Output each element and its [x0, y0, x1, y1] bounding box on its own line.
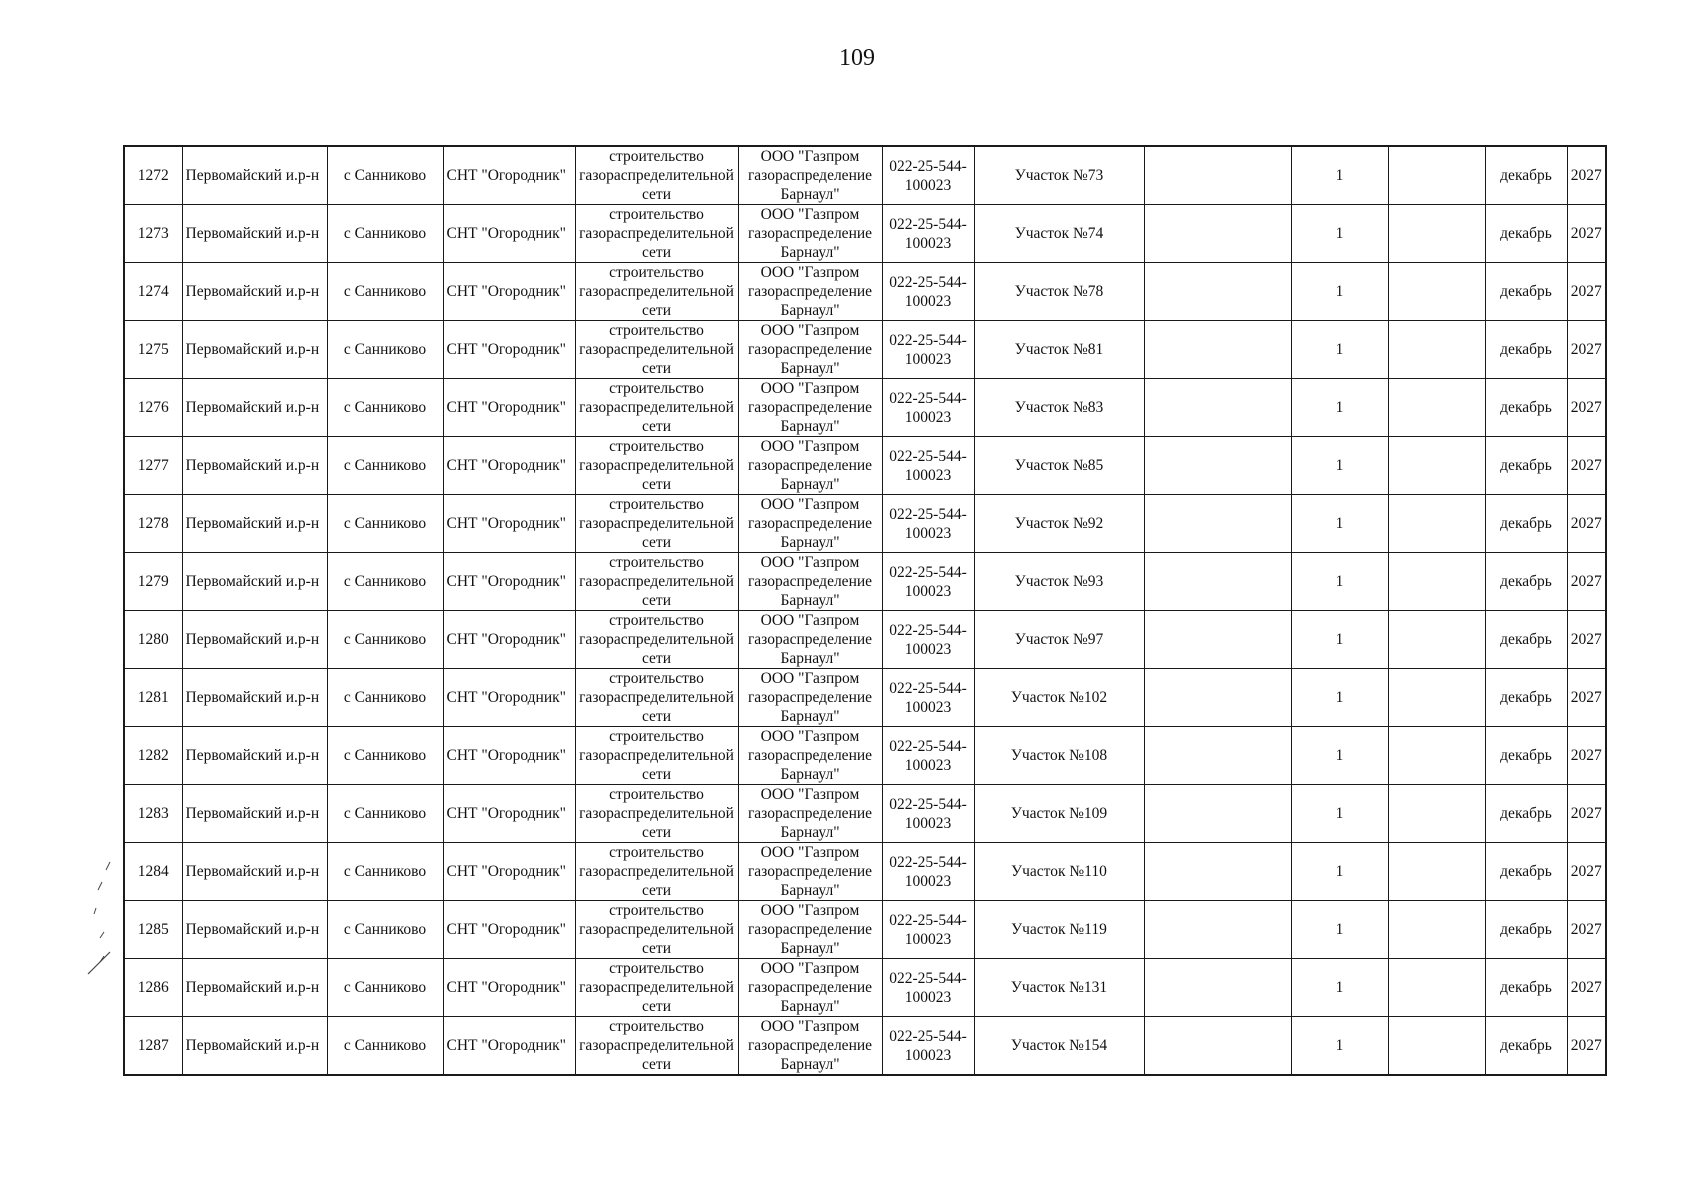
- cell-plot: Участок №83: [974, 379, 1144, 437]
- cell-work-type: строительство газораспределительной сети: [575, 843, 738, 901]
- cell-quantity: 1: [1291, 205, 1388, 263]
- table-row: [124, 727, 1606, 785]
- cell-row-number: 1280: [124, 611, 182, 669]
- cell-district: Первомайский и.р-н: [182, 611, 327, 669]
- cell-company: ООО "Газпром газораспределение Барнаул": [738, 437, 882, 495]
- cell-organization: СНТ "Огородник": [443, 321, 575, 379]
- cell-work-type: строительство газораспределительной сети: [575, 379, 738, 437]
- cell-work-type: строительство газораспределительной сети: [575, 1017, 738, 1076]
- cell-empty: [1388, 437, 1485, 495]
- cell-empty: [1388, 379, 1485, 437]
- cell-empty: [1388, 785, 1485, 843]
- table-row: [124, 263, 1606, 321]
- cell-year: 2027: [1567, 669, 1606, 727]
- cell-year: 2027: [1567, 843, 1606, 901]
- cell-year: 2027: [1567, 379, 1606, 437]
- cell-work-type: строительство газораспределительной сети: [575, 263, 738, 321]
- table-body: [124, 146, 1606, 1075]
- cell-plot: Участок №81: [974, 321, 1144, 379]
- cell-district: Первомайский и.р-н: [182, 901, 327, 959]
- cell-village: с Санниково: [327, 263, 443, 321]
- cell-company: ООО "Газпром газораспределение Барнаул": [738, 379, 882, 437]
- cell-plot: Участок №73: [974, 146, 1144, 205]
- cell-company: ООО "Газпром газораспределение Барнаул": [738, 727, 882, 785]
- cell-work-type: строительство газораспределительной сети: [575, 437, 738, 495]
- cell-code: 022-25-544-100023: [882, 437, 974, 495]
- margin-pen-marks: [86, 860, 116, 980]
- cell-work-type: строительство газораспределительной сети: [575, 727, 738, 785]
- cell-organization: СНТ "Огородник": [443, 611, 575, 669]
- cell-company: ООО "Газпром газораспределение Барнаул": [738, 611, 882, 669]
- cell-village: с Санниково: [327, 205, 443, 263]
- cell-village: с Санниково: [327, 379, 443, 437]
- cell-work-type: строительство газораспределительной сети: [575, 785, 738, 843]
- table-row: [124, 959, 1606, 1017]
- table-row: [124, 205, 1606, 263]
- cell-row-number: 1282: [124, 727, 182, 785]
- cell-village: с Санниково: [327, 843, 443, 901]
- cell-village: с Санниково: [327, 611, 443, 669]
- cell-row-number: 1284: [124, 843, 182, 901]
- cell-village: с Санниково: [327, 146, 443, 205]
- cell-organization: СНТ "Огородник": [443, 495, 575, 553]
- cell-code: 022-25-544-100023: [882, 959, 974, 1017]
- cell-empty: [1144, 901, 1291, 959]
- cell-plot: Участок №85: [974, 437, 1144, 495]
- cell-year: 2027: [1567, 901, 1606, 959]
- cell-empty: [1144, 553, 1291, 611]
- cell-row-number: 1287: [124, 1017, 182, 1076]
- cell-month: декабрь: [1485, 263, 1567, 321]
- cell-empty: [1144, 146, 1291, 205]
- cell-work-type: строительство газораспределительной сети: [575, 205, 738, 263]
- cell-quantity: 1: [1291, 146, 1388, 205]
- table-row: [124, 611, 1606, 669]
- cell-company: ООО "Газпром газораспределение Барнаул": [738, 785, 882, 843]
- cell-company: ООО "Газпром газораспределение Барнаул": [738, 553, 882, 611]
- cell-year: 2027: [1567, 263, 1606, 321]
- cell-district: Первомайский и.р-н: [182, 495, 327, 553]
- cell-empty: [1388, 611, 1485, 669]
- cell-work-type: строительство газораспределительной сети: [575, 611, 738, 669]
- cell-quantity: 1: [1291, 611, 1388, 669]
- cell-code: 022-25-544-100023: [882, 785, 974, 843]
- cell-empty: [1144, 495, 1291, 553]
- cell-empty: [1388, 321, 1485, 379]
- cell-row-number: 1273: [124, 205, 182, 263]
- cell-village: с Санниково: [327, 321, 443, 379]
- table-row: [124, 321, 1606, 379]
- cell-work-type: строительство газораспределительной сети: [575, 901, 738, 959]
- cell-organization: СНТ "Огородник": [443, 146, 575, 205]
- cell-code: 022-25-544-100023: [882, 553, 974, 611]
- cell-organization: СНТ "Огородник": [443, 959, 575, 1017]
- cell-company: ООО "Газпром газораспределение Барнаул": [738, 843, 882, 901]
- cell-quantity: 1: [1291, 843, 1388, 901]
- cell-empty: [1144, 1017, 1291, 1076]
- cell-work-type: строительство газораспределительной сети: [575, 495, 738, 553]
- cell-district: Первомайский и.р-н: [182, 959, 327, 1017]
- cell-month: декабрь: [1485, 959, 1567, 1017]
- cell-organization: СНТ "Огородник": [443, 727, 575, 785]
- cell-district: Первомайский и.р-н: [182, 205, 327, 263]
- cell-empty: [1388, 959, 1485, 1017]
- cell-quantity: 1: [1291, 379, 1388, 437]
- cell-district: Первомайский и.р-н: [182, 727, 327, 785]
- table-row: [124, 901, 1606, 959]
- cell-plot: Участок №110: [974, 843, 1144, 901]
- cell-month: декабрь: [1485, 785, 1567, 843]
- cell-plot: Участок №131: [974, 959, 1144, 1017]
- table-row: [124, 146, 1606, 205]
- cell-district: Первомайский и.р-н: [182, 263, 327, 321]
- cell-code: 022-25-544-100023: [882, 263, 974, 321]
- cell-row-number: 1279: [124, 553, 182, 611]
- cell-quantity: 1: [1291, 959, 1388, 1017]
- cell-year: 2027: [1567, 785, 1606, 843]
- cell-village: с Санниково: [327, 553, 443, 611]
- cell-quantity: 1: [1291, 495, 1388, 553]
- cell-plot: Участок №119: [974, 901, 1144, 959]
- table-row: [124, 437, 1606, 495]
- cell-village: с Санниково: [327, 1017, 443, 1076]
- cell-month: декабрь: [1485, 205, 1567, 263]
- cell-organization: СНТ "Огородник": [443, 379, 575, 437]
- cell-year: 2027: [1567, 611, 1606, 669]
- cell-district: Первомайский и.р-н: [182, 321, 327, 379]
- cell-plot: Участок №102: [974, 669, 1144, 727]
- cell-quantity: 1: [1291, 553, 1388, 611]
- cell-company: ООО "Газпром газораспределение Барнаул": [738, 901, 882, 959]
- cell-year: 2027: [1567, 959, 1606, 1017]
- cell-plot: Участок №154: [974, 1017, 1144, 1076]
- cell-village: с Санниково: [327, 901, 443, 959]
- cell-empty: [1144, 843, 1291, 901]
- cell-empty: [1388, 146, 1485, 205]
- cell-district: Первомайский и.р-н: [182, 669, 327, 727]
- cell-plot: Участок №92: [974, 495, 1144, 553]
- cell-plot: Участок №78: [974, 263, 1144, 321]
- cell-code: 022-25-544-100023: [882, 843, 974, 901]
- table-row: [124, 669, 1606, 727]
- cell-plot: Участок №109: [974, 785, 1144, 843]
- cell-row-number: 1276: [124, 379, 182, 437]
- cell-empty: [1388, 669, 1485, 727]
- table-row: [124, 843, 1606, 901]
- cell-year: 2027: [1567, 146, 1606, 205]
- cell-year: 2027: [1567, 205, 1606, 263]
- cell-plot: Участок №97: [974, 611, 1144, 669]
- cell-empty: [1388, 1017, 1485, 1076]
- cell-code: 022-25-544-100023: [882, 669, 974, 727]
- cell-year: 2027: [1567, 321, 1606, 379]
- cell-village: с Санниково: [327, 669, 443, 727]
- cell-row-number: 1272: [124, 146, 182, 205]
- cell-work-type: строительство газораспределительной сети: [575, 321, 738, 379]
- cell-district: Первомайский и.р-н: [182, 843, 327, 901]
- cell-row-number: 1285: [124, 901, 182, 959]
- cell-empty: [1144, 263, 1291, 321]
- table-row: [124, 785, 1606, 843]
- cell-work-type: строительство газораспределительной сети: [575, 553, 738, 611]
- cell-code: 022-25-544-100023: [882, 379, 974, 437]
- cell-month: декабрь: [1485, 379, 1567, 437]
- cell-company: ООО "Газпром газораспределение Барнаул": [738, 205, 882, 263]
- cell-organization: СНТ "Огородник": [443, 843, 575, 901]
- cell-empty: [1388, 727, 1485, 785]
- cell-row-number: 1278: [124, 495, 182, 553]
- cell-year: 2027: [1567, 437, 1606, 495]
- cell-work-type: строительство газораспределительной сети: [575, 146, 738, 205]
- cell-code: 022-25-544-100023: [882, 1017, 974, 1076]
- cell-empty: [1144, 669, 1291, 727]
- cell-code: 022-25-544-100023: [882, 146, 974, 205]
- cell-year: 2027: [1567, 1017, 1606, 1076]
- cell-company: ООО "Газпром газораспределение Барнаул": [738, 669, 882, 727]
- cell-empty: [1144, 379, 1291, 437]
- cell-month: декабрь: [1485, 495, 1567, 553]
- cell-empty: [1388, 843, 1485, 901]
- cell-village: с Санниково: [327, 727, 443, 785]
- cell-month: декабрь: [1485, 553, 1567, 611]
- cell-empty: [1388, 205, 1485, 263]
- cell-district: Первомайский и.р-н: [182, 553, 327, 611]
- cell-company: ООО "Газпром газораспределение Барнаул": [738, 263, 882, 321]
- cell-row-number: 1286: [124, 959, 182, 1017]
- cell-organization: СНТ "Огородник": [443, 785, 575, 843]
- cell-organization: СНТ "Огородник": [443, 437, 575, 495]
- cell-month: декабрь: [1485, 146, 1567, 205]
- cell-quantity: 1: [1291, 437, 1388, 495]
- cell-organization: СНТ "Огородник": [443, 205, 575, 263]
- cell-work-type: строительство газораспределительной сети: [575, 959, 738, 1017]
- cell-code: 022-25-544-100023: [882, 321, 974, 379]
- cell-quantity: 1: [1291, 321, 1388, 379]
- cell-plot: Участок №93: [974, 553, 1144, 611]
- cell-month: декабрь: [1485, 1017, 1567, 1076]
- cell-organization: СНТ "Огородник": [443, 553, 575, 611]
- cell-row-number: 1275: [124, 321, 182, 379]
- cell-empty: [1144, 785, 1291, 843]
- cell-year: 2027: [1567, 495, 1606, 553]
- table-row: [124, 379, 1606, 437]
- cell-organization: СНТ "Огородник": [443, 669, 575, 727]
- cell-empty: [1144, 321, 1291, 379]
- cell-district: Первомайский и.р-н: [182, 1017, 327, 1076]
- cell-quantity: 1: [1291, 669, 1388, 727]
- cell-company: ООО "Газпром газораспределение Барнаул": [738, 321, 882, 379]
- cell-company: ООО "Газпром газораспределение Барнаул": [738, 495, 882, 553]
- cell-row-number: 1281: [124, 669, 182, 727]
- cell-district: Первомайский и.р-н: [182, 379, 327, 437]
- cell-organization: СНТ "Огородник": [443, 263, 575, 321]
- cell-row-number: 1277: [124, 437, 182, 495]
- cell-empty: [1388, 263, 1485, 321]
- cell-month: декабрь: [1485, 321, 1567, 379]
- cell-empty: [1144, 437, 1291, 495]
- cell-quantity: 1: [1291, 1017, 1388, 1076]
- cell-code: 022-25-544-100023: [882, 205, 974, 263]
- cell-district: Первомайский и.р-н: [182, 146, 327, 205]
- cell-month: декабрь: [1485, 669, 1567, 727]
- cell-month: декабрь: [1485, 901, 1567, 959]
- cell-district: Первомайский и.р-н: [182, 437, 327, 495]
- cell-month: декабрь: [1485, 437, 1567, 495]
- cell-organization: СНТ "Огородник": [443, 1017, 575, 1076]
- cell-quantity: 1: [1291, 785, 1388, 843]
- cell-empty: [1144, 959, 1291, 1017]
- cell-village: с Санниково: [327, 959, 443, 1017]
- cell-village: с Санниково: [327, 437, 443, 495]
- cell-month: декабрь: [1485, 727, 1567, 785]
- cell-quantity: 1: [1291, 901, 1388, 959]
- cell-organization: СНТ "Огородник": [443, 901, 575, 959]
- cell-district: Первомайский и.р-н: [182, 785, 327, 843]
- cell-plot: Участок №108: [974, 727, 1144, 785]
- cell-empty: [1144, 727, 1291, 785]
- cell-quantity: 1: [1291, 263, 1388, 321]
- cell-company: ООО "Газпром газораспределение Барнаул": [738, 1017, 882, 1076]
- cell-empty: [1388, 553, 1485, 611]
- cell-empty: [1144, 611, 1291, 669]
- cell-code: 022-25-544-100023: [882, 727, 974, 785]
- register-table: [123, 145, 1607, 1076]
- cell-row-number: 1274: [124, 263, 182, 321]
- cell-code: 022-25-544-100023: [882, 495, 974, 553]
- cell-work-type: строительство газораспределительной сети: [575, 669, 738, 727]
- cell-village: с Санниково: [327, 495, 443, 553]
- cell-row-number: 1283: [124, 785, 182, 843]
- cell-company: ООО "Газпром газораспределение Барнаул": [738, 959, 882, 1017]
- cell-empty: [1144, 205, 1291, 263]
- cell-quantity: 1: [1291, 727, 1388, 785]
- cell-year: 2027: [1567, 727, 1606, 785]
- cell-plot: Участок №74: [974, 205, 1144, 263]
- cell-code: 022-25-544-100023: [882, 611, 974, 669]
- table-row: [124, 553, 1606, 611]
- cell-month: декабрь: [1485, 843, 1567, 901]
- cell-empty: [1388, 901, 1485, 959]
- cell-village: с Санниково: [327, 785, 443, 843]
- cell-month: декабрь: [1485, 611, 1567, 669]
- page-number: 109: [839, 45, 875, 71]
- table-row: [124, 1017, 1606, 1076]
- cell-company: ООО "Газпром газораспределение Барнаул": [738, 146, 882, 205]
- table-row: [124, 495, 1606, 553]
- cell-year: 2027: [1567, 553, 1606, 611]
- cell-empty: [1388, 495, 1485, 553]
- cell-code: 022-25-544-100023: [882, 901, 974, 959]
